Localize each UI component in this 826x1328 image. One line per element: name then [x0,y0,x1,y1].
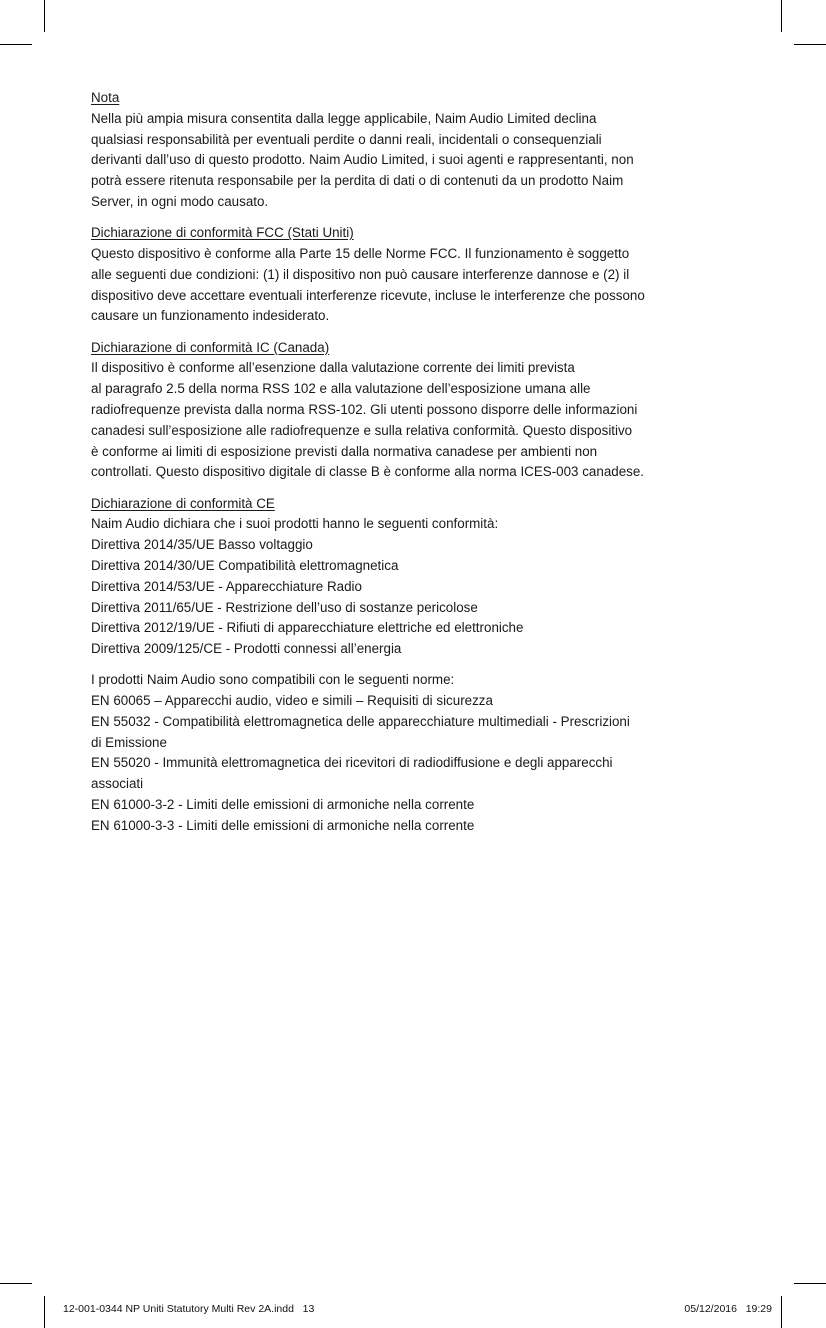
body-line: qualsiasi responsabilità per eventuali perdite o danni reali, incidentali o consequenziali [91,131,602,147]
body-line: Direttiva 2011/65/UE - Restrizione dell’uso di sostanze pericolose [91,599,478,615]
crop-mark-bottom-right-vertical [781,1296,782,1328]
body-line: EN 61000-3-3 - Limiti delle emissioni di armoniche nella corrente [91,817,475,833]
section-heading: Nota [91,90,120,105]
section-ce [91,494,751,660]
body-line: di Emissione [91,734,167,750]
body-line: è conforme ai limiti di esposizione previsti dalla normativa canadese per ambienti non [91,443,598,459]
section-heading: Dichiarazione di conformità IC (Canada) [91,339,330,355]
document-body [91,88,751,847]
crop-mark-bottom-left-vertical [44,1296,45,1328]
body-line: EN 60065 – Apparecchi audio, video e simili – Requisiti di sicurezza [91,693,493,709]
section-ic [91,338,751,484]
footer-file-info: 12-001-0344 NP Uniti Statutory Multi Rev 2A.indd 13 [63,1303,315,1315]
body-line: al paragrafo 2.5 della norma RSS 102 e alla valutazione dell’esposizione umana alle [91,381,591,397]
body-line: EN 55032 - Compatibilità elettromagnetica delle apparecchiature multimediali - Prescrizioni [91,713,630,729]
crop-mark-top-right-horizontal [794,44,826,45]
body-line: Direttiva 2014/35/UE Basso voltaggio [91,537,313,553]
body-line: Il dispositivo è conforme all’esenzione dalla valutazione corrente dei limiti prevista [91,360,575,376]
crop-mark-bottom-right-horizontal [794,1283,826,1284]
body-line: Nella più ampia misura consentita dalla legge applicabile, Naim Audio Limited declina [91,110,597,126]
body-line: derivanti dall’uso di questo prodotto. Naim Audio Limited, i suoi agenti e rappresentanti, non [91,152,634,168]
body-line: I prodotti Naim Audio sono compatibili con le seguenti norme: [91,672,455,688]
crop-mark-top-left-horizontal [0,44,32,45]
body-line: EN 61000-3-2 - Limiti delle emissioni di armoniche nella corrente [91,797,475,813]
body-line: Server, in ogni modo causato. [91,193,269,209]
body-line: Naim Audio dichiara che i suoi prodotti hanno le seguenti conformità: [91,516,499,532]
section-standards [91,670,751,836]
body-line: controllati. Questo dispositivo digitale di classe B è conforme alla norma ICES-003 canadese. [91,464,645,480]
crop-mark-top-left-vertical [44,0,45,32]
body-line: Direttiva 2009/125/CE - Prodotti connessi all’energia [91,641,402,657]
body-line: associati [91,776,144,792]
body-line: Direttiva 2014/53/UE - Apparecchiature Radio [91,578,362,594]
section-nota [91,88,751,213]
body-line: alle seguenti due condizioni: (1) il dispositivo non può causare interferenze dannose e (2) il [91,266,630,282]
body-line: canadesi sull’esposizione alle radiofrequenze e sulla relativa conformità. Questo dispositivo [91,422,633,438]
body-line: causare un funzionamento indesiderato. [91,308,330,324]
body-line: EN 55020 - Immunità elettromagnetica dei ricevitori di radiodiffusione e degli apparecchi [91,755,613,771]
section-heading: Dichiarazione di conformità CE [91,495,275,511]
crop-mark-top-right-vertical [781,0,782,32]
footer-datetime: 05/12/2016 19:29 [684,1303,772,1315]
body-line: Direttiva 2012/19/UE - Rifiuti di apparecchiature elettriche ed elettroniche [91,620,524,636]
section-heading: Dichiarazione di conformità FCC (Stati Uniti) [91,225,354,241]
body-line: potrà essere ritenuta responsabile per la perdita di dati o di contenuti da un prodotto Naim [91,173,624,189]
section-fcc [91,223,751,327]
body-line: radiofrequenze prevista dalla norma RSS-102. Gli utenti possono disporre delle informazioni [91,401,638,417]
crop-mark-bottom-left-horizontal [0,1283,32,1284]
body-line: Questo dispositivo è conforme alla Parte 15 delle Norme FCC. Il funzionamento è soggetto [91,245,630,261]
body-line: Direttiva 2014/30/UE Compatibilità elettromagnetica [91,557,399,573]
body-line: dispositivo deve accettare eventuali interferenze ricevute, incluse le interferenze che possono [91,287,645,303]
